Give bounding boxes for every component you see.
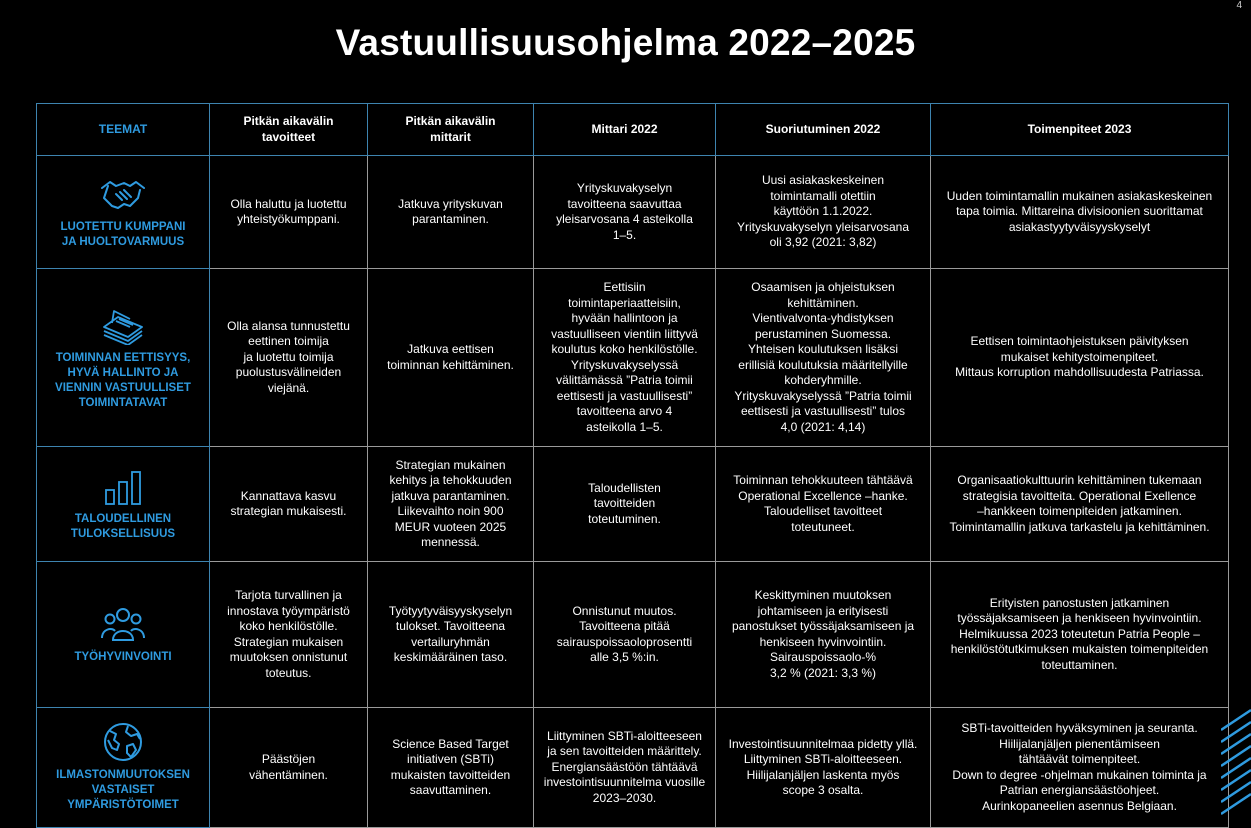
long-term-goal-cell: Päästöjen vähentäminen.	[210, 708, 368, 828]
theme-label: TALOUDELLINEN TULOKSELLISUUS	[70, 513, 176, 540]
handshake-icon	[100, 174, 146, 214]
people-icon	[100, 604, 146, 644]
header-long-term-goals: Pitkän aikavälin tavoitteet	[210, 104, 368, 156]
actions-2023-cell: SBTi-tavoitteiden hyväksyminen ja seuranta. Hiilijalanjäljen pienentämiseen tähtäävät toimenpiteet. Down to degree -ohjelman mukainen toiminta ja Patrian energiansäästöohjeet. Aurinkopaneelien asennus Belgiaan.	[931, 708, 1229, 828]
performance-2022-cell: Keskittyminen muutoksen johtamiseen ja erityisesti panostukset työssäjaksamiseen ja henkiseen hyvinvointiin. Sairauspoissaolo-% 3,2 % (2021: 3,3 %)	[716, 562, 931, 708]
header-themes: TEEMAT	[37, 104, 210, 156]
table-row	[37, 156, 1229, 269]
decorative-stripes	[1221, 700, 1251, 817]
header-metric-2022: Mittari 2022	[534, 104, 716, 156]
table-row	[37, 447, 1229, 562]
responsibility-program-table	[36, 103, 1229, 828]
theme-cell	[37, 269, 210, 447]
metric-2022-cell: Eettisiin toimintaperiaatteisiin, hyvään hallintoon ja vastuulliseen vientiin liittyvä koulutus koko henkilöstölle. Yrityskuvakyselyssä välittämässä ”Patria toimii eettisesti ja vastuullisesti” tavoitteena arvo 4 asteikolla 1–5.	[534, 269, 716, 447]
actions-2023-cell: Organisaatiokulttuurin kehittäminen tukemaan strategisia tavoitteita. Operational Exellence –hankkeen toimenpiteiden jatkaminen. Toimintamallin jatkuva tarkastelu ja kehittäminen.	[931, 447, 1229, 562]
performance-2022-cell: Uusi asiakaskeskeinen toimintamalli otettiin käyttöön 1.1.2022. Yrityskuvakyselyn yleisarvosana oli 3,92 (2021: 3,82)	[716, 156, 931, 269]
actions-2023-cell: Erityisten panostusten jatkaminen työssäjaksamiseen ja henkiseen hyvinvointiin. Helmikuussa 2023 toteutetun Patria People – henkilöstötutkimuksen mukaisten toimenpiteiden toteuttaminen.	[931, 562, 1229, 708]
actions-2023-cell: Uuden toimintamallin mukainen asiakaskeskeinen tapa toimia. Mittareina divisioonien suorittamat asiakastyytyväisyyskyselyt	[931, 156, 1229, 269]
performance-2022-cell: Toiminnan tehokkuuteen tähtäävä Operational Excellence –hanke. Taloudelliset tavoitteet toteutuneet.	[716, 447, 931, 562]
performance-2022-cell: Investointisuunnitelmaa pidetty yllä. Liittyminen SBTi-aloitteeseen. Hiilijalanjäljen laskenta myös scope 3 osalta.	[716, 708, 931, 828]
metric-2022-cell: Taloudellisten tavoitteiden toteutuminen.	[534, 447, 716, 562]
long-term-goal-cell: Olla alansa tunnustettu eettinen toimija ja luotettu toimija puolustusvälineiden viejänä.	[210, 269, 368, 447]
actions-2023-cell: Eettisen toimintaohjeistuksen päivityksen mukaiset kehitystoimenpiteet. Mittaus korruption mahdollisuudesta Patriassa.	[931, 269, 1229, 447]
table-row	[37, 269, 1229, 447]
table-header-row	[37, 104, 1229, 156]
long-term-metric-cell: Strategian mukainen kehitys ja tehokkuuden jatkuva parantaminen. Liikevaihto noin 900 MEUR vuoteen 2025 mennessä.	[368, 447, 534, 562]
theme-label: LUOTETTU KUMPPANI JA HUOLTOVARMUUS	[60, 221, 186, 248]
globe-icon	[100, 722, 146, 762]
long-term-metric-cell: Science Based Target initiativen (SBTi) mukaisten tavoitteiden saavuttaminen.	[368, 708, 534, 828]
long-term-metric-cell: Jatkuva eettisen toiminnan kehittäminen.	[368, 269, 534, 447]
documents-icon	[100, 305, 146, 345]
theme-cell	[37, 562, 210, 708]
theme-cell	[37, 447, 210, 562]
metric-2022-cell: Liittyminen SBTi-aloitteeseen ja sen tavoitteiden määrittely. Energiansäästöön tähtäävä investointisuunnitelma vuosille 2023–2030.	[534, 708, 716, 828]
responsibility-table-wrapper	[36, 103, 1229, 828]
metric-2022-cell: Onnistunut muutos. Tavoitteena pitää sairauspoissaoloprosentti alle 3,5 %:in.	[534, 562, 716, 708]
theme-cell	[37, 708, 210, 828]
long-term-goal-cell: Kannattava kasvu strategian mukaisesti.	[210, 447, 368, 562]
theme-label: ILMASTONMUUTOKSEN VASTAISET YMPÄRISTÖTOIMET	[56, 769, 190, 811]
metric-2022-cell: Yrityskuvakyselyn tavoitteena saavuttaa yleisarvosana 4 asteikolla 1–5.	[534, 156, 716, 269]
bar-chart-icon	[100, 466, 146, 506]
header-long-term-metrics: Pitkän aikavälin mittarit	[368, 104, 534, 156]
header-performance-2022: Suoriutuminen 2022	[716, 104, 931, 156]
page-number: 4	[1236, 0, 1242, 11]
table-row	[37, 708, 1229, 828]
theme-label: TYÖHYVINVOINTI	[74, 651, 172, 663]
page-title: Vastuullisuusohjelma 2022–2025	[335, 22, 916, 63]
header-actions-2023: Toimenpiteet 2023	[931, 104, 1229, 156]
long-term-metric-cell: Työtyytyväisyyskyselyn tulokset. Tavoitteena vertailuryhmän keskimääräinen taso.	[368, 562, 534, 708]
long-term-goal-cell: Olla haluttu ja luotettu yhteistyökumppani.	[210, 156, 368, 269]
theme-cell	[37, 156, 210, 269]
long-term-goal-cell: Tarjota turvallinen ja innostava työympäristö koko henkilöstölle. Strategian mukaisen muutoksen onnistunut toteutus.	[210, 562, 368, 708]
performance-2022-cell: Osaamisen ja ohjeistuksen kehittäminen. Vientivalvonta-yhdistyksen perustaminen Suomessa. Yhteisen koulutuksen lisäksi erillisiä koulutuksia määritellyille kohderyhmille. Yrityskuvakyselyssä ”Patria toimii eettisesti ja vastuullisesti” tulos 4,0 (2021: 4,14)	[716, 269, 931, 447]
table-row	[37, 562, 1229, 708]
theme-label: TOIMINNAN EETTISYYS, HYVÄ HALLINTO JA VIENNIN VASTUULLISET TOIMINTATAVAT	[55, 351, 191, 409]
long-term-metric-cell: Jatkuva yrityskuvan parantaminen.	[368, 156, 534, 269]
